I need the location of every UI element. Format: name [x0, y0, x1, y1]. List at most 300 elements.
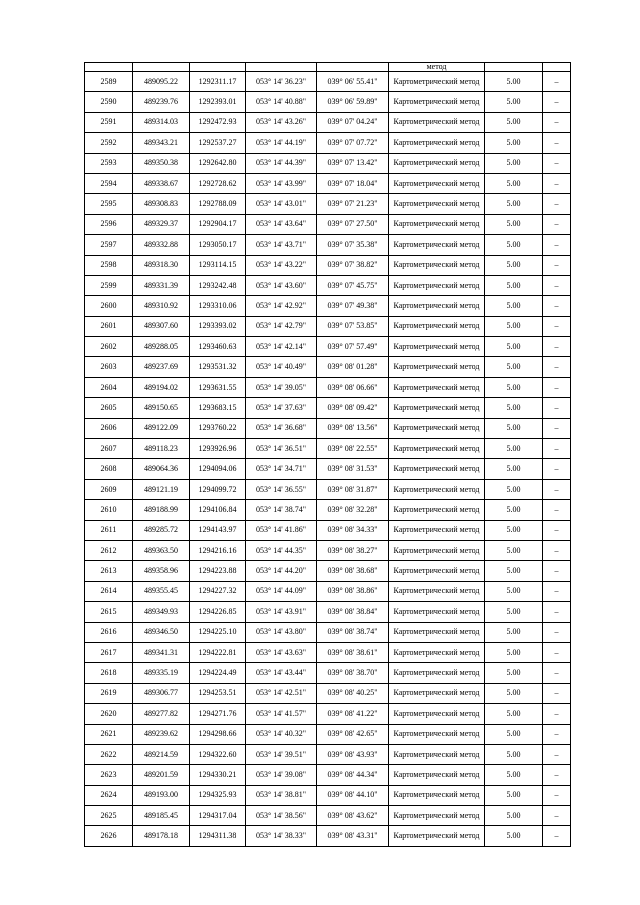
cell-accuracy: 5.00	[485, 500, 543, 520]
cell-longitude: 039° 08' 43.93"	[317, 744, 389, 764]
cell-accuracy: 5.00	[485, 275, 543, 295]
cell-point-number: 2605	[85, 398, 133, 418]
cell-point-number: 2589	[85, 72, 133, 92]
cell-point-number: 2601	[85, 316, 133, 336]
cell-x: 489329.37	[133, 214, 190, 234]
cell-latitude: 053° 14' 36.55"	[246, 479, 317, 499]
cell-method: Картометрический метод	[389, 296, 485, 316]
cell-note: –	[543, 377, 571, 397]
cell-y: 1294143.97	[190, 520, 246, 540]
cell-x: 489239.76	[133, 92, 190, 112]
cell-longitude: 039° 08' 41.22"	[317, 704, 389, 724]
cell-point-number: 2602	[85, 337, 133, 357]
cell-point-number: 2603	[85, 357, 133, 377]
cell-note: –	[543, 133, 571, 153]
cell-y: 1294099.72	[190, 479, 246, 499]
cell-y: 1294325.93	[190, 785, 246, 805]
cell-y: 1293760.22	[190, 418, 246, 438]
cell-longitude: 039° 06' 59.89"	[317, 92, 389, 112]
cell-point-number: 2599	[85, 275, 133, 295]
cell-accuracy: 5.00	[485, 704, 543, 724]
cell-latitude: 053° 14' 43.60"	[246, 275, 317, 295]
cell-accuracy: 5.00	[485, 214, 543, 234]
cell-y: 1294224.49	[190, 663, 246, 683]
cell-latitude: 053° 14' 36.23"	[246, 72, 317, 92]
table-row	[85, 92, 571, 112]
table-row	[85, 704, 571, 724]
cell-point-number: 2620	[85, 704, 133, 724]
cell-method: Картометрический метод	[389, 377, 485, 397]
cell-longitude: 039° 08' 38.86"	[317, 581, 389, 601]
cell-y: 1294106.84	[190, 500, 246, 520]
cell-method: Картометрический метод	[389, 500, 485, 520]
table-row	[85, 581, 571, 601]
cell-latitude: 053° 14' 34.71"	[246, 459, 317, 479]
cell-method: Картометрический метод	[389, 316, 485, 336]
cell-y: 1293631.55	[190, 377, 246, 397]
cell-latitude: 053° 14' 43.80"	[246, 622, 317, 642]
cell-x: 489193.00	[133, 785, 190, 805]
cell-latitude: 053° 14' 36.68"	[246, 418, 317, 438]
cell-method: Картометрический метод	[389, 153, 485, 173]
cell-note: –	[543, 194, 571, 214]
cell-latitude: 053° 14' 39.05"	[246, 377, 317, 397]
cell-point-number: 2590	[85, 92, 133, 112]
table-row	[85, 153, 571, 173]
table-row	[85, 540, 571, 560]
cell-note: –	[543, 704, 571, 724]
cell-x: 489331.39	[133, 275, 190, 295]
cell-point-number: 2617	[85, 642, 133, 662]
cell-latitude: 053° 14' 44.20"	[246, 561, 317, 581]
cell-latitude: 053° 14' 43.71"	[246, 235, 317, 255]
cell-latitude: 053° 14' 38.33"	[246, 826, 317, 846]
cell-method: Картометрический метод	[389, 479, 485, 499]
cell-y: 1294298.66	[190, 724, 246, 744]
cell-accuracy: 5.00	[485, 663, 543, 683]
cell-longitude: 039° 08' 38.84"	[317, 602, 389, 622]
cell-point-number: 2610	[85, 500, 133, 520]
cell-longitude: 039° 08' 38.61"	[317, 642, 389, 662]
cell-longitude: 039° 08' 38.74"	[317, 622, 389, 642]
cell-accuracy: 5.00	[485, 194, 543, 214]
cell-x: 489306.77	[133, 683, 190, 703]
cell-latitude: 053° 14' 41.86"	[246, 520, 317, 540]
cell-x: 489310.92	[133, 296, 190, 316]
cell-longitude: 039° 08' 44.34"	[317, 765, 389, 785]
cell-accuracy: 5.00	[485, 479, 543, 499]
cell-point-number: 2606	[85, 418, 133, 438]
cell-method: Картометрический метод	[389, 622, 485, 642]
cell-y: 1294322.60	[190, 744, 246, 764]
cell-longitude: 039° 08' 38.27"	[317, 540, 389, 560]
cell-method: Картометрический метод	[389, 133, 485, 153]
cell-latitude: 053° 14' 44.39"	[246, 153, 317, 173]
cell-method: Картометрический метод	[389, 337, 485, 357]
cell-accuracy: 5.00	[485, 785, 543, 805]
cell-x: 489343.21	[133, 133, 190, 153]
cell-y: 1293926.96	[190, 439, 246, 459]
cell-latitude: 053° 14' 44.19"	[246, 133, 317, 153]
cell-longitude: 039° 08' 43.62"	[317, 806, 389, 826]
cell-point-number: 2613	[85, 561, 133, 581]
table-row	[85, 602, 571, 622]
cell-accuracy: 5.00	[485, 377, 543, 397]
cell-accuracy	[485, 63, 543, 72]
cell-longitude: 039° 08' 34.33"	[317, 520, 389, 540]
cell-accuracy: 5.00	[485, 153, 543, 173]
cell-x: 489308.83	[133, 194, 190, 214]
cell-note: –	[543, 296, 571, 316]
cell-method: Картометрический метод	[389, 357, 485, 377]
cell-x: 489178.18	[133, 826, 190, 846]
cell-point-number: 2621	[85, 724, 133, 744]
cell-longitude: 039° 07' 53.85"	[317, 316, 389, 336]
cell-note: –	[543, 561, 571, 581]
cell-note: –	[543, 357, 571, 377]
coordinates-table-container	[84, 62, 570, 847]
cell-latitude: 053° 14' 42.92"	[246, 296, 317, 316]
cell-longitude: 039° 07' 21.23"	[317, 194, 389, 214]
cell-note: –	[543, 235, 571, 255]
cell-method: Картометрический метод	[389, 72, 485, 92]
cell-method: Картометрический метод	[389, 459, 485, 479]
table-body	[85, 63, 571, 847]
cell-y: 1292788.09	[190, 194, 246, 214]
cell-x: 489118.23	[133, 439, 190, 459]
cell-point-number: 2607	[85, 439, 133, 459]
table-row	[85, 439, 571, 459]
cell-longitude: 039° 07' 38.82"	[317, 255, 389, 275]
cell-accuracy: 5.00	[485, 806, 543, 826]
cell-y: 1294271.76	[190, 704, 246, 724]
cell-note: –	[543, 520, 571, 540]
cell-longitude: 039° 07' 18.04"	[317, 173, 389, 193]
cell-method: Картометрический метод	[389, 439, 485, 459]
cell-point-number: 2618	[85, 663, 133, 683]
cell-accuracy: 5.00	[485, 581, 543, 601]
cell-latitude: 053° 14' 44.09"	[246, 581, 317, 601]
cell-accuracy: 5.00	[485, 72, 543, 92]
cell-x	[133, 63, 190, 72]
cell-latitude: 053° 14' 43.63"	[246, 642, 317, 662]
cell-latitude: 053° 14' 39.51"	[246, 744, 317, 764]
cell-longitude	[317, 63, 389, 72]
table-row	[85, 398, 571, 418]
cell-x: 489095.22	[133, 72, 190, 92]
cell-x: 489288.05	[133, 337, 190, 357]
cell-accuracy: 5.00	[485, 602, 543, 622]
cell-x: 489363.50	[133, 540, 190, 560]
cell-method: Картометрический метод	[389, 520, 485, 540]
cell-accuracy: 5.00	[485, 520, 543, 540]
cell-longitude: 039° 08' 32.28"	[317, 500, 389, 520]
table-row	[85, 806, 571, 826]
table-row	[85, 377, 571, 397]
cell-note: –	[543, 439, 571, 459]
cell-latitude: 053° 14' 42.79"	[246, 316, 317, 336]
cell-note: –	[543, 316, 571, 336]
cell-method: Картометрический метод	[389, 765, 485, 785]
cell-x: 489214.59	[133, 744, 190, 764]
cell-accuracy: 5.00	[485, 337, 543, 357]
cell-x: 489355.45	[133, 581, 190, 601]
table-row	[85, 765, 571, 785]
cell-accuracy: 5.00	[485, 622, 543, 642]
cell-longitude: 039° 08' 31.53"	[317, 459, 389, 479]
table-row	[85, 72, 571, 92]
cell-latitude: 053° 14' 42.14"	[246, 337, 317, 357]
cell-latitude: 053° 14' 41.57"	[246, 704, 317, 724]
cell-method: Картометрический метод	[389, 540, 485, 560]
cell-point-number: 2591	[85, 112, 133, 132]
cell-longitude: 039° 07' 27.50"	[317, 214, 389, 234]
cell-y: 1293114.15	[190, 255, 246, 275]
table-row	[85, 337, 571, 357]
cell-y: 1294222.81	[190, 642, 246, 662]
cell-point-number: 2615	[85, 602, 133, 622]
cell-note: –	[543, 744, 571, 764]
cell-method: метод	[389, 63, 485, 72]
cell-point-number: 2624	[85, 785, 133, 805]
cell-accuracy: 5.00	[485, 683, 543, 703]
cell-x: 489318.30	[133, 255, 190, 275]
cell-longitude: 039° 08' 01.28"	[317, 357, 389, 377]
table-row	[85, 479, 571, 499]
cell-method: Картометрический метод	[389, 255, 485, 275]
cell-point-number: 2611	[85, 520, 133, 540]
cell-y: 1294223.88	[190, 561, 246, 581]
cell-accuracy: 5.00	[485, 459, 543, 479]
cell-method: Картометрический метод	[389, 581, 485, 601]
cell-x: 489277.82	[133, 704, 190, 724]
cell-method: Картометрический метод	[389, 663, 485, 683]
coordinates-table	[84, 62, 571, 847]
cell-latitude: 053° 14' 42.51"	[246, 683, 317, 703]
table-row	[85, 826, 571, 846]
cell-accuracy: 5.00	[485, 724, 543, 744]
cell-latitude: 053° 14' 38.81"	[246, 785, 317, 805]
cell-note: –	[543, 173, 571, 193]
cell-note: –	[543, 540, 571, 560]
cell-longitude: 039° 08' 43.31"	[317, 826, 389, 846]
cell-note: –	[543, 275, 571, 295]
cell-method: Картометрический метод	[389, 418, 485, 438]
table-row	[85, 500, 571, 520]
cell-note: –	[543, 806, 571, 826]
cell-note: –	[543, 724, 571, 744]
cell-latitude: 053° 14' 44.35"	[246, 540, 317, 560]
cell-longitude: 039° 07' 49.38"	[317, 296, 389, 316]
table-row	[85, 275, 571, 295]
cell-point-number: 2609	[85, 479, 133, 499]
cell-accuracy: 5.00	[485, 418, 543, 438]
cell-x: 489350.38	[133, 153, 190, 173]
cell-y: 1294311.38	[190, 826, 246, 846]
cell-latitude: 053° 14' 37.63"	[246, 398, 317, 418]
cell-accuracy: 5.00	[485, 642, 543, 662]
cell-latitude: 053° 14' 43.44"	[246, 663, 317, 683]
cell-note: –	[543, 785, 571, 805]
cell-x: 489314.03	[133, 112, 190, 132]
cell-method: Картометрический метод	[389, 92, 485, 112]
cell-point-number: 2612	[85, 540, 133, 560]
cell-accuracy: 5.00	[485, 255, 543, 275]
cell-y: 1293393.02	[190, 316, 246, 336]
cell-x: 489307.60	[133, 316, 190, 336]
cell-longitude: 039° 08' 38.70"	[317, 663, 389, 683]
cell-x: 489194.02	[133, 377, 190, 397]
table-row	[85, 622, 571, 642]
cell-point-number: 2598	[85, 255, 133, 275]
cell-note: –	[543, 112, 571, 132]
table-row	[85, 785, 571, 805]
cell-latitude: 053° 14' 43.99"	[246, 173, 317, 193]
cell-method: Картометрический метод	[389, 744, 485, 764]
cell-note: –	[543, 255, 571, 275]
cell-x: 489121.19	[133, 479, 190, 499]
cell-point-number: 2625	[85, 806, 133, 826]
cell-note: –	[543, 92, 571, 112]
cell-point-number: 2623	[85, 765, 133, 785]
cell-x: 489335.19	[133, 663, 190, 683]
cell-y: 1294253.51	[190, 683, 246, 703]
cell-x: 489237.69	[133, 357, 190, 377]
cell-longitude: 039° 07' 13.42"	[317, 153, 389, 173]
cell-y: 1292393.01	[190, 92, 246, 112]
cell-longitude: 039° 07' 57.49"	[317, 337, 389, 357]
cell-y: 1292728.62	[190, 173, 246, 193]
cell-note: –	[543, 642, 571, 662]
cell-x: 489150.65	[133, 398, 190, 418]
cell-note: –	[543, 622, 571, 642]
cell-note: –	[543, 581, 571, 601]
cell-latitude: 053° 14' 40.49"	[246, 357, 317, 377]
cell-point-number: 2616	[85, 622, 133, 642]
table-row	[85, 255, 571, 275]
cell-method: Картометрический метод	[389, 785, 485, 805]
cell-note: –	[543, 337, 571, 357]
cell-x: 489358.96	[133, 561, 190, 581]
cell-latitude: 053° 14' 40.32"	[246, 724, 317, 744]
cell-x: 489188.99	[133, 500, 190, 520]
cell-point-number: 2604	[85, 377, 133, 397]
cell-y: 1293242.48	[190, 275, 246, 295]
cell-point-number: 2614	[85, 581, 133, 601]
cell-method: Картометрический метод	[389, 642, 485, 662]
cell-note: –	[543, 826, 571, 846]
cell-method: Картометрический метод	[389, 112, 485, 132]
cell-accuracy: 5.00	[485, 235, 543, 255]
table-row	[85, 561, 571, 581]
cell-y: 1293310.06	[190, 296, 246, 316]
cell-method: Картометрический метод	[389, 235, 485, 255]
cell-point-number: 2597	[85, 235, 133, 255]
cell-method: Картометрический метод	[389, 602, 485, 622]
cell-note: –	[543, 459, 571, 479]
cell-y: 1294227.32	[190, 581, 246, 601]
table-row	[85, 296, 571, 316]
cell-note: –	[543, 479, 571, 499]
cell-y	[190, 63, 246, 72]
cell-x: 489349.93	[133, 602, 190, 622]
cell-point-number: 2595	[85, 194, 133, 214]
cell-point-number: 2626	[85, 826, 133, 846]
cell-accuracy: 5.00	[485, 357, 543, 377]
cell-point-number: 2608	[85, 459, 133, 479]
cell-y: 1292311.17	[190, 72, 246, 92]
cell-latitude: 053° 14' 39.08"	[246, 765, 317, 785]
cell-note: –	[543, 500, 571, 520]
cell-point-number: 2622	[85, 744, 133, 764]
table-row	[85, 214, 571, 234]
cell-latitude: 053° 14' 43.22"	[246, 255, 317, 275]
cell-method: Картометрический метод	[389, 214, 485, 234]
table-row	[85, 459, 571, 479]
table-row	[85, 683, 571, 703]
cell-point-number: 2592	[85, 133, 133, 153]
cell-x: 489341.31	[133, 642, 190, 662]
cell-note: –	[543, 72, 571, 92]
cell-point-number: 2600	[85, 296, 133, 316]
cell-longitude: 039° 08' 09.42"	[317, 398, 389, 418]
cell-note: –	[543, 418, 571, 438]
cell-note: –	[543, 602, 571, 622]
table-row	[85, 357, 571, 377]
cell-accuracy: 5.00	[485, 765, 543, 785]
cell-x: 489338.67	[133, 173, 190, 193]
cell-latitude: 053° 14' 36.51"	[246, 439, 317, 459]
cell-x: 489239.62	[133, 724, 190, 744]
table-row	[85, 642, 571, 662]
cell-note: –	[543, 214, 571, 234]
cell-accuracy: 5.00	[485, 826, 543, 846]
cell-x: 489346.50	[133, 622, 190, 642]
cell-method: Картометрический метод	[389, 704, 485, 724]
cell-accuracy: 5.00	[485, 296, 543, 316]
cell-latitude: 053° 14' 40.88"	[246, 92, 317, 112]
cell-y: 1294225.10	[190, 622, 246, 642]
cell-longitude: 039° 08' 22.55"	[317, 439, 389, 459]
cell-y: 1292537.27	[190, 133, 246, 153]
cell-accuracy: 5.00	[485, 112, 543, 132]
cell-point-number: 2593	[85, 153, 133, 173]
cell-x: 489122.09	[133, 418, 190, 438]
cell-point-number: 2596	[85, 214, 133, 234]
cell-longitude: 039° 07' 04.24"	[317, 112, 389, 132]
cell-method: Картометрический метод	[389, 398, 485, 418]
cell-method: Картометрический метод	[389, 826, 485, 846]
cell-method: Картометрический метод	[389, 275, 485, 295]
cell-method: Картометрический метод	[389, 683, 485, 703]
cell-accuracy: 5.00	[485, 92, 543, 112]
cell-point-number: 2619	[85, 683, 133, 703]
table-row	[85, 663, 571, 683]
cell-point-number: 2594	[85, 173, 133, 193]
cell-y: 1294216.16	[190, 540, 246, 560]
cell-latitude: 053° 14' 38.74"	[246, 500, 317, 520]
cell-longitude: 039° 07' 35.38"	[317, 235, 389, 255]
cell-method: Картометрический метод	[389, 724, 485, 744]
table-row	[85, 173, 571, 193]
table-row	[85, 235, 571, 255]
cell-method: Картометрический метод	[389, 173, 485, 193]
cell-longitude: 039° 08' 40.25"	[317, 683, 389, 703]
cell-y: 1293683.15	[190, 398, 246, 418]
cell-longitude: 039° 06' 55.41"	[317, 72, 389, 92]
cell-note: –	[543, 663, 571, 683]
cell-accuracy: 5.00	[485, 561, 543, 581]
